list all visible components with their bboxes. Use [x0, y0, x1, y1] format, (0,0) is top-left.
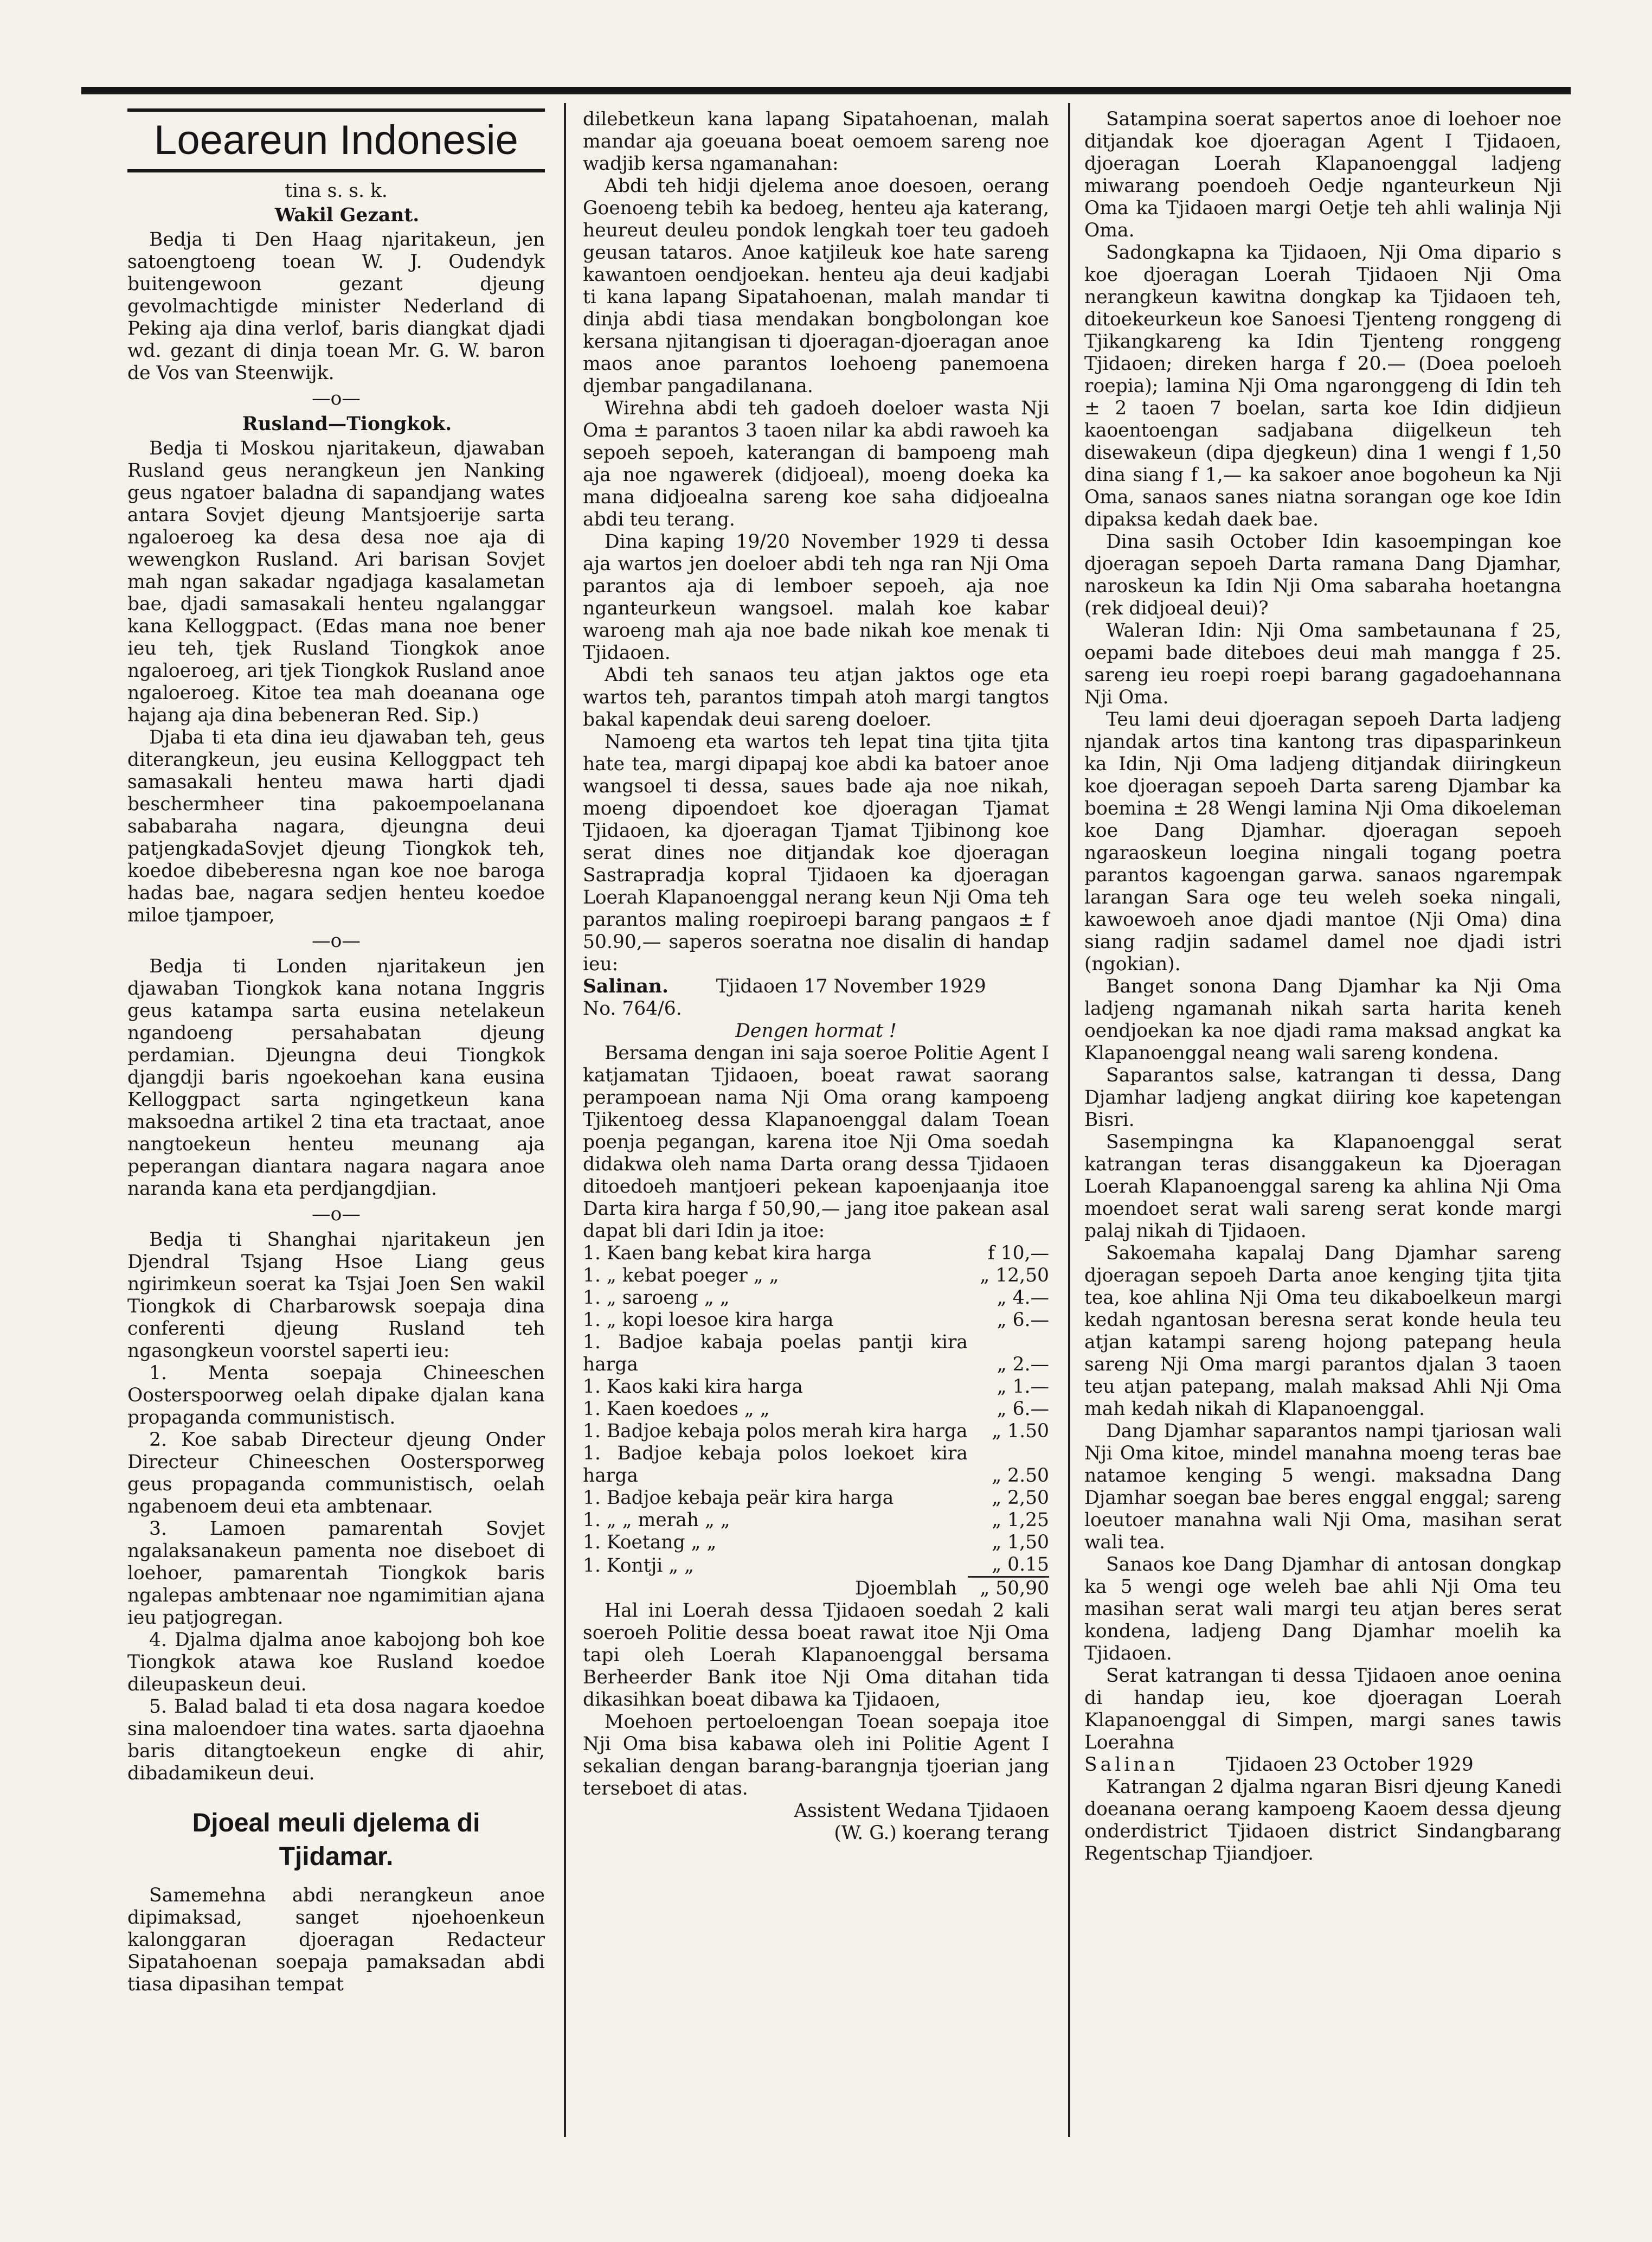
col3-paragraph-11: Sanaos koe Dang Djamhar di antosan dongkap ka 5 wengi oge weleh bae ahli Nji Oma teu masihan serat wali margi teu atjan beres serat kondena, ladjeng Dang Djamhar moelih ka Tjidaoen. — [1084, 1554, 1561, 1664]
item-amount: „ 2.— — [997, 1354, 1049, 1375]
item-row — [583, 1242, 1049, 1265]
item-label: 1. „ saroeng „ „ — [583, 1287, 730, 1309]
salinan-date: Tjidaoen 17 November 1929 — [716, 976, 986, 997]
column-2 — [583, 108, 1049, 1844]
col3-paragraph-10: Dang Djamhar saparantos nampi tjariosan wali Nji Oma kitoe, mindel manahna moeng teras bae natamoe kenging 5 wengi. maksadna Dang Djamhar soegan bae beres enggal enggal; sareng loeutoer manahna wali Nji Oma, masihan serat wali tea. — [1084, 1420, 1561, 1553]
rusland-heading: Rusland—Tiongkok. — [242, 413, 452, 435]
rusland-paragraph-2: Djaba ti eta dina ieu djawaban teh, geus diterangkeun, jeu eusina Kelloggpact teh samasakali henteu mawa harti djadi beschermheer tina pakoempoelanana sababaraha nagara, djeungna deui patjengkadaSovjet djeung Tiongkok teh, koedoe dibeberesna ngan koe noe baroga hadas bae, nagara sedjen henteu koedoe miloe tjampoer, — [127, 727, 545, 926]
col3-salinan-date: Tjidaoen 23 October 1929 — [1226, 1754, 1474, 1776]
item-row — [583, 1420, 1049, 1443]
item-label: 1. Badjoe kebaja polos merah kira harga — [583, 1420, 968, 1442]
col2-paragraph-2: Abdi teh hidji djelema anoe doesoen, oerang Goenoeng tebih ka bedoeg, henteu aja katerang, heureut deuleu pondok lengkah toer teu gadoeh geusan tataros. Anoe katjileuk koe hate sareng kawantoen oendjoekan. henteu aja deui kadjabi ti kana lapang Sipatahoenan, malah mandar ti dinja abdi tiasa mendakan bongbolongan koe kersana njitangisan ti djoeragan-djoeragan anoe maos anoe parantos loehoeng panemoena djembar pangadilanana. — [583, 175, 1049, 397]
item-label: 1. „ kopi loesoe kira harga — [583, 1309, 834, 1331]
signature-2: (W. G.) koerang terang — [834, 1822, 1049, 1844]
col3-paragraph-8: Sasempingna ka Klapanoenggal serat katrangan teras disanggakeun ka Djoeragan Loerah Klapanoenggal sareng ka ahlina Nji Oma moendoet serat wali sareng serat konde margi palaj nikah di Tjidaoen. — [1084, 1131, 1561, 1242]
item-label: 1. Kaen bang kebat kira harga — [583, 1242, 872, 1264]
items-table — [583, 1242, 1049, 1600]
item-label: 1. Kaen koedoes „ „ — [583, 1398, 770, 1420]
djoeal-heading-line-1: Djoeal meuli djelema di — [192, 1809, 480, 1837]
item-amount: „ 6.— — [997, 1398, 1049, 1420]
item-row — [583, 1265, 1049, 1287]
item-amount: „ 1.— — [997, 1376, 1049, 1398]
item-amount: „ 0.15 — [992, 1554, 1049, 1575]
col3-paragraph-13: Katrangan 2 djalma ngaran Bisri djeung Kanedi doeanana oerang kampoeng Kaoem dessa djeung onderdistrict Tjidaoen district Sindangbarang Regentschap Tjiandjoer. — [1084, 1776, 1561, 1865]
col3-salinan-label: Salinan — [1084, 1754, 1179, 1776]
dengan-hormat: Dengen hormat ! — [735, 1020, 897, 1042]
item-amount: f 10,— — [987, 1242, 1049, 1264]
col2-paragraph-5: Abdi teh sanaos teu atjan jaktos oge eta wartos teh, parantos timpah atoh margi tangtos bakal kapendak deui sareng doeloer. — [583, 664, 1049, 731]
point-2: 2. Koe sabab Directeur djeung Onder Directeur Chineeschen Oostersporweg geus propaganda communistisch, oelah ngabenoem deui eta ambtenaar. — [127, 1429, 545, 1517]
col3-paragraph-7: Saparantos salse, katrangan ti dessa, Dang Djamhar ladjeng angkat diiring koe kapetengan Bisri. — [1084, 1065, 1561, 1131]
item-label: 1. „ kebat poeger „ „ — [583, 1265, 779, 1286]
separator: —o— — [312, 930, 361, 952]
source-line: tina s. s. k. — [285, 180, 388, 202]
point-5: 5. Balad balad ti eta dosa nagara koedoe sina maloendoer tina wates. sarta djaoehna baris ditangtoekeun engke di ahir, dibadamikeun deui. — [127, 1696, 545, 1784]
col3-paragraph-6: Banget sonona Dang Djamhar ka Nji Oma ladjeng ngamanah nikah sarta harita keneh oendjoekan ka noe djadi rama maksad angkat ka Klapanoenggal neang wali sareng kondena. — [1084, 976, 1561, 1064]
item-label: 1. Badjoe kebaja peär kira harga — [583, 1487, 894, 1509]
col3-paragraph-2: Sadongkapna ka Tjidaoen, Nji Oma dipario s koe djoeragan Loerah Tjidaoen Nji Oma nerangkeun kawitna dongkap ka Tjidaoen teh, ditoekeurkeun koe Sanoesi Tjenteng ronggeng di Tjikangkareng ka Idin Tjenteng ronggeng Tjidaoen; direken harga f 20.— (Doea poeloeh roepia); lamina Nji Oma ngaronggeng di Idin teh ± 2 taoen 7 boelan, sarta koe Idin didjieun kaoentoengan sadjabana diigelkeun teh disewakeun (dipa djegkeun) dina 1 wengi f 1,50 dina siang f 1,— ka sakoer anoe bogoheun ka Nji Oma, sanaos sanes niatna sorangan oge koe Idin dipaksa kedah daek bae. — [1084, 242, 1561, 530]
salinan-header — [583, 976, 1049, 998]
separator: —o— — [312, 388, 361, 409]
djoeal-heading — [127, 1807, 545, 1874]
item-row — [583, 1443, 1049, 1487]
item-row — [583, 1331, 1049, 1376]
item-row — [583, 1487, 1049, 1509]
total-amount: „ 50,90 — [968, 1577, 1049, 1600]
col3-paragraph-5: Teu lami deui djoeragan sepoeh Darta ladjeng njandak artos tina kantong tras dipasparinkeun ka Idin, Nji Oma ladjeng ditjandak diiringkeun koe djoeragan sepoeh Darta sareng Djambar ka boemina ± 28 Wengi lamina Nji Oma dikoeleman koe Dang Djamhar. djoeragan sepoeh ngaraoskeun loegina ningali togang poetra parantos kagoengan garwa. sanaos ngarempak larangan Sara oge teu weleh soeka ningali, kawoewoeh anoe djadi mantoe (Nji Oma) dina siang radjin sadamel damel noe djadi istri (ngokian). — [1084, 709, 1561, 975]
londen-article: Bedja ti Londen njaritakeun jen djawaban Tiongkok kana notana Inggris geus katampa sarta eusina netelakeun ngandoeng persahabatan djeung perdamian. Djeungna deui Tiongkok djangdji baris ngoekoehan kana eusina Kelloggpact sarta ngingetkeun kana maksoedna artikel 2 tina eta tractaat, anoe nangtoekeun henteu meunang aja peperangan diantara nagara nagara anoe naranda kana eta perdjangdjian. — [127, 956, 545, 1200]
col3-paragraph-12: Serat katrangan ti dessa Tjidaoen anoe oenina di handap ieu, koe djoeragan Loerah Klapanoenggal di Simpen, margi sanes tawis Loerahna — [1084, 1665, 1561, 1753]
column-divider-1 — [564, 103, 566, 2137]
item-row — [583, 1376, 1049, 1398]
item-row — [583, 1398, 1049, 1420]
item-amount: „ 1.50 — [992, 1420, 1049, 1442]
column-1 — [127, 108, 545, 1996]
item-row — [583, 1532, 1049, 1554]
item-row — [583, 1309, 1049, 1331]
item-amount: „ 12,50 — [980, 1265, 1049, 1286]
col3-paragraph-3: Dina sasih October Idin kasoempingan koe djoeragan sepoeh Darta ramana Dang Djamhar, naroskeun ka Idin Nji Oma sabaraha hoetangna (rek didjoeal deui)? — [1084, 531, 1561, 619]
col2-paragraph-7: Bersama dengan ini saja soeroe Politie Agent I katjamatan Tjidaoen, boeat rawat saorang perampoean nama Nji Oma orang kampoeng Tjikentoeg dessa Klapanoenggal dalam Toean poenja pegangan, karena itoe Nji Oma soedah didakwa oleh nama Darta orang dessa Tjidaoen ditoedoeh mantjoeri pekean kapoenjaanja itoe Darta kira harga f 50,90,— jang itoe pakean asal dapat bli dari Idin ja itoe: — [583, 1042, 1049, 1242]
total-label: Djoemblah — [854, 1578, 957, 1599]
column-3 — [1084, 108, 1561, 1865]
point-3: 3. Lamoen pamarentah Sovjet ngalaksanakeun pamenta noe diseboet di loehoer, pamarentah Tiongkok baris ngalepas ambtenaar noe ngamimitian ajana ieu patjogregan. — [127, 1518, 545, 1629]
item-row — [583, 1509, 1049, 1532]
salinan-label: Salinan. — [583, 976, 669, 997]
djoeal-paragraph-1: Samemehna abdi nerangkeun anoe dipimaksad, sanget njoehoenkeun kalonggaran djoeragan Redacteur Sipatahoenan soepaja pamaksadan abdi tiasa dipasihan tempat — [127, 1885, 545, 1995]
item-amount: „ 2.50 — [992, 1465, 1049, 1487]
item-label: 1. Koetang „ „ — [583, 1532, 717, 1553]
item-amount: „ 2,50 — [992, 1487, 1049, 1509]
col2-paragraph-3: Wirehna abdi teh gadoeh doeloer wasta Nji Oma ± parantos 3 taoen nilar ka abdi rawoeh ka sepoeh sepoeh, katerangan di bampoeng mah aja noe ngawerek (didjoeal), moeng doeka ka mana didjoealna sareng koe saha didjoealna abdi teu terang. — [583, 398, 1049, 530]
col3-paragraph-9: Sakoemaha kapalaj Dang Djamhar sareng djoeragan sepoeh Darta anoe kenging tjita tjita tea, koe ahlina Nji Oma teu dikaboelkeun margi kedah ngantosan beresna serat konde heula teu atjan katampi sareng hojong patepang heula sareng Nji Oma margi parantos djalan 3 taoen teu atjan patepang, malah maksad Ahli Nji Oma mah kedah nikah di Klapanoenggal. — [1084, 1242, 1561, 1420]
col2-paragraph-8: Hal ini Loerah dessa Tjidaoen soedah 2 kali soeroeh Politie dessa boeat rawat itoe Nji Oma tapi oleh Loerah Klapanoenggal bersama Berheerder Bank itoe Nji Oma ditahan tida dikasihkan boeat dibawa ka Tjidaoen, — [583, 1600, 1049, 1711]
salinan-number: No. 764/6. — [583, 998, 682, 1020]
item-label: 1. „ „ merah „ „ — [583, 1509, 730, 1531]
col2-paragraph-4: Dina kaping 19/20 November 1929 ti dessa aja wartos jen doeloer abdi teh nga ran Nji Oma parantos aja di lemboer sepoeh, aja noe nganteurkeun wangsoel. malah koe kabar waroeng mah aja noe bade nikah koe menak ti Tjidaoen. — [583, 531, 1049, 664]
item-row — [583, 1287, 1049, 1309]
col3-paragraph-4: Waleran Idin: Nji Oma sambetaunana f 25, oepami bade diteboes deui mah mangga f 25. sareng ieu roepi roepi barang gagadoehannana Nji Oma. — [1084, 620, 1561, 708]
col3-salinan-header — [1084, 1754, 1561, 1776]
shanghai-article: Bedja ti Shanghai njaritakeun jen Djendral Tsjang Hsoe Liang geus ngirimkeun soerat ka Tsjai Joen Sen wakil Tiongkok di Charbarowsk soepaja dina conferenti djeung Rusland teh ngasongkeun voorstel saperti ieu: — [127, 1229, 545, 1362]
rusland-paragraph-1: Bedja ti Moskou njaritakeun, djawaban Rusland geus nerangkeun jen Nanking geus ngatoer baladna di sapandjang wates antara Sovjet djeung Mantsjoerije sarta ngaloeroeg ka desa desa noe aja di wewengkon Rusland. Ari barisan Sovjet mah ngan sakadar ngadjaga kasalametan bae, djadi samasakali henteu ngalanggar kana Kelloggpact. (Edas mana noe bener ieu teh, tjek Rusland Tiongkok anoe ngaloeroeg, ari tjek Tiongkok Rusland anoe ngaloeroeg. Kitoe tea mah doeanana oge hajang aja dina bebeneran Red. Sip.) — [127, 438, 545, 726]
separator: —o— — [312, 1203, 361, 1225]
item-label: 1. Kontji „ „ — [583, 1554, 694, 1577]
col3-paragraph-1: Satampina soerat sapertos anoe di loehoer noe ditjandak koe djoeragan Agent I Tjidaoen, djoeragan Loerah Klapanoenggal ladjeng miwarang poendoeh Oedje nganteurkeun Nji Oma ka Tjidaoen margi Oetje teh ahli walinja Nji Oma. — [1084, 108, 1561, 241]
gezant-article: Bedja ti Den Haag njaritakeun, jen satoengtoeng toean W. J. Oudendyk buitengewoon gezant djeung gevolmachtigde minister Nederland di Peking aja dina verlof, baris diangkat djadi wd. gezant di dinja toean Mr. G. W. baron de Vos van Steenwijk. — [127, 229, 545, 384]
item-amount: „ 1,50 — [992, 1532, 1049, 1553]
item-amount: „ 4.— — [997, 1287, 1049, 1309]
item-label: 1. Kaos kaki kira harga — [583, 1376, 803, 1398]
gezant-heading: Wakil Gezant. — [274, 204, 420, 226]
item-amount: „ 1,25 — [992, 1509, 1049, 1531]
column-divider-2 — [1068, 103, 1070, 2137]
item-label: 1. Badjoe kebaja polos loekoet kira harga — [583, 1443, 968, 1487]
items-total-row — [583, 1577, 1049, 1600]
point-1: 1. Menta soepaja Chineeschen Oosterspoorweg oelah dipake djalan kana propaganda communistisch. — [127, 1362, 545, 1429]
signature-1: Assistent Wedana Tjidaoen — [794, 1800, 1049, 1822]
col2-paragraph-1: dilebetkeun kana lapang Sipatahoenan, malah mandar aja goeuana boeat oemoem sareng noe wadjib kersa ngamanahan: — [583, 108, 1049, 175]
item-row — [583, 1554, 1049, 1577]
col2-paragraph-6: Namoeng eta wartos teh lepat tina tjita tjita hate tea, margi dipapaj koe abdi ka batoer anoe wangsoel ti dessa, saues bade aja noe nikah, moeng dipoendoet koe djoeragan Tjamat Tjidaoen, ka djoeragan Tjamat Tjibinong koe serat dines noe ditjandak koe djoeragan Sastrapradja kopral Tjidaoen ka djoeragan Loerah Klapanoenggal nerang keun Nji Oma teh parantos maling roepiroepi barang pangaos ± f 50.90,— saperos soeratna noe disalin di handap ieu: — [583, 731, 1049, 975]
djoeal-heading-line-2: Tjidamar. — [279, 1842, 394, 1871]
top-rule — [81, 87, 1571, 94]
col2-paragraph-9: Moehoen pertoeloengan Toean soepaja itoe Nji Oma bisa kabawa oleh ini Politie Agent I sekalian dengan barang-barangnja tjoerian jang terseboet di atas. — [583, 1711, 1049, 1799]
item-label: 1. Badjoe kabaja poelas pantji kira harga — [583, 1331, 968, 1375]
point-4: 4. Djalma djalma anoe kabojong boh koe Tiongkok atawa koe Rusland koedoe dileupaskeun deui. — [127, 1629, 545, 1695]
item-amount: „ 6.— — [997, 1309, 1049, 1331]
masthead: Loeareun Indonesie — [127, 108, 545, 172]
